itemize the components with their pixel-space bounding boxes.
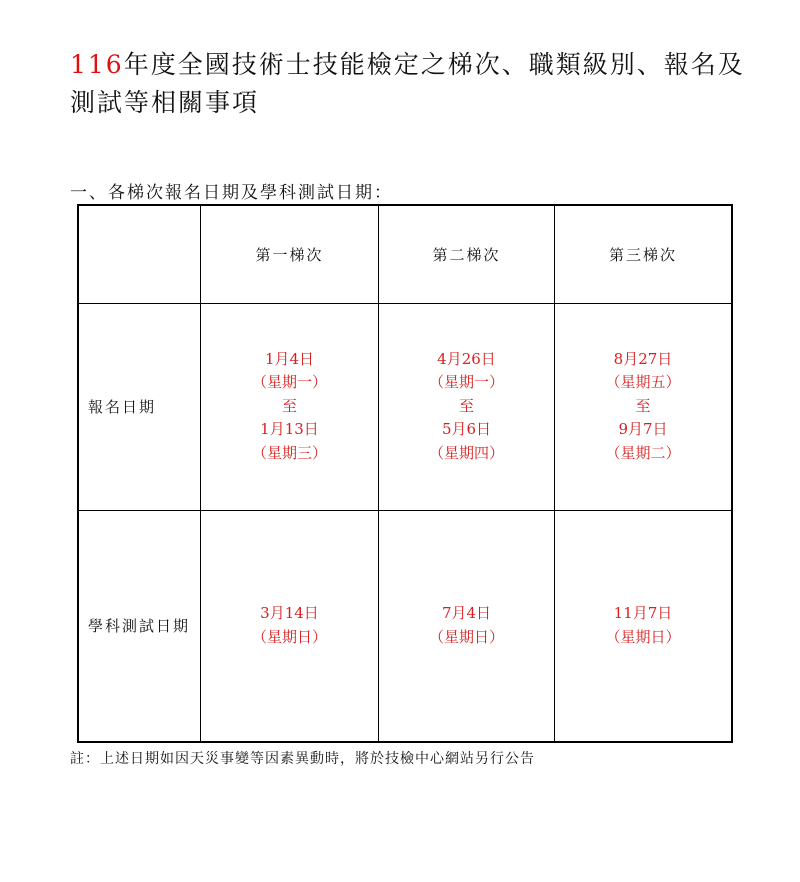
date-end: 1月13日 [260, 420, 319, 439]
row-label-written-test: 學科測試日期 [78, 510, 201, 742]
title-line1: 年度全國技術士技能檢定之梯次、職類級別、報名及 [123, 50, 745, 79]
written-test-batch-2 [379, 510, 555, 742]
test-weekday: （星期日） [428, 627, 504, 646]
test-date: 7月4日 [441, 604, 492, 623]
table-row-registration [78, 303, 732, 510]
weekday-start: （星期一） [428, 373, 504, 392]
date-start: 8月27日 [613, 349, 673, 368]
test-date: 3月14日 [260, 604, 319, 623]
range-separator: 至 [635, 396, 651, 415]
title-line2: 測試等相關事項 [70, 88, 260, 117]
test-weekday: （星期日） [251, 627, 327, 646]
weekday-end: （星期四） [428, 443, 504, 462]
registration-batch-3 [555, 303, 733, 510]
weekday-end: （星期二） [605, 443, 681, 462]
written-test-batch-1 [201, 510, 379, 742]
test-date: 11月7日 [613, 604, 673, 623]
schedule-table [77, 204, 733, 743]
range-separator: 至 [281, 396, 297, 415]
date-end: 9月7日 [618, 420, 668, 439]
weekday-end: （星期三） [251, 443, 327, 462]
registration-batch-2 [379, 303, 555, 510]
table-header-corner [78, 205, 201, 303]
section-heading: 一、各梯次報名日期及學科測試日期： [70, 183, 393, 203]
date-start: 4月26日 [437, 349, 496, 368]
table-header-batch-3: 第三梯次 [555, 205, 733, 303]
table-header-batch-1: 第一梯次 [201, 205, 379, 303]
date-start: 1月4日 [264, 349, 315, 368]
weekday-start: （星期五） [605, 373, 681, 392]
date-end: 5月6日 [441, 420, 492, 439]
written-test-batch-3 [555, 510, 733, 742]
table-header-row [78, 205, 732, 303]
weekday-start: （星期一） [251, 373, 327, 392]
page-title [70, 46, 750, 122]
footnote: 註：上述日期如因天災事變等因素異動時，將於技檢中心網站另行公告 [70, 751, 535, 767]
table-header-batch-2: 第二梯次 [379, 205, 555, 303]
row-label-registration: 報名日期 [78, 303, 201, 510]
registration-batch-1 [201, 303, 379, 510]
title-year: 116 [70, 50, 124, 79]
table-row-written-test [78, 510, 732, 742]
range-separator: 至 [458, 396, 474, 415]
test-weekday: （星期日） [605, 627, 681, 646]
